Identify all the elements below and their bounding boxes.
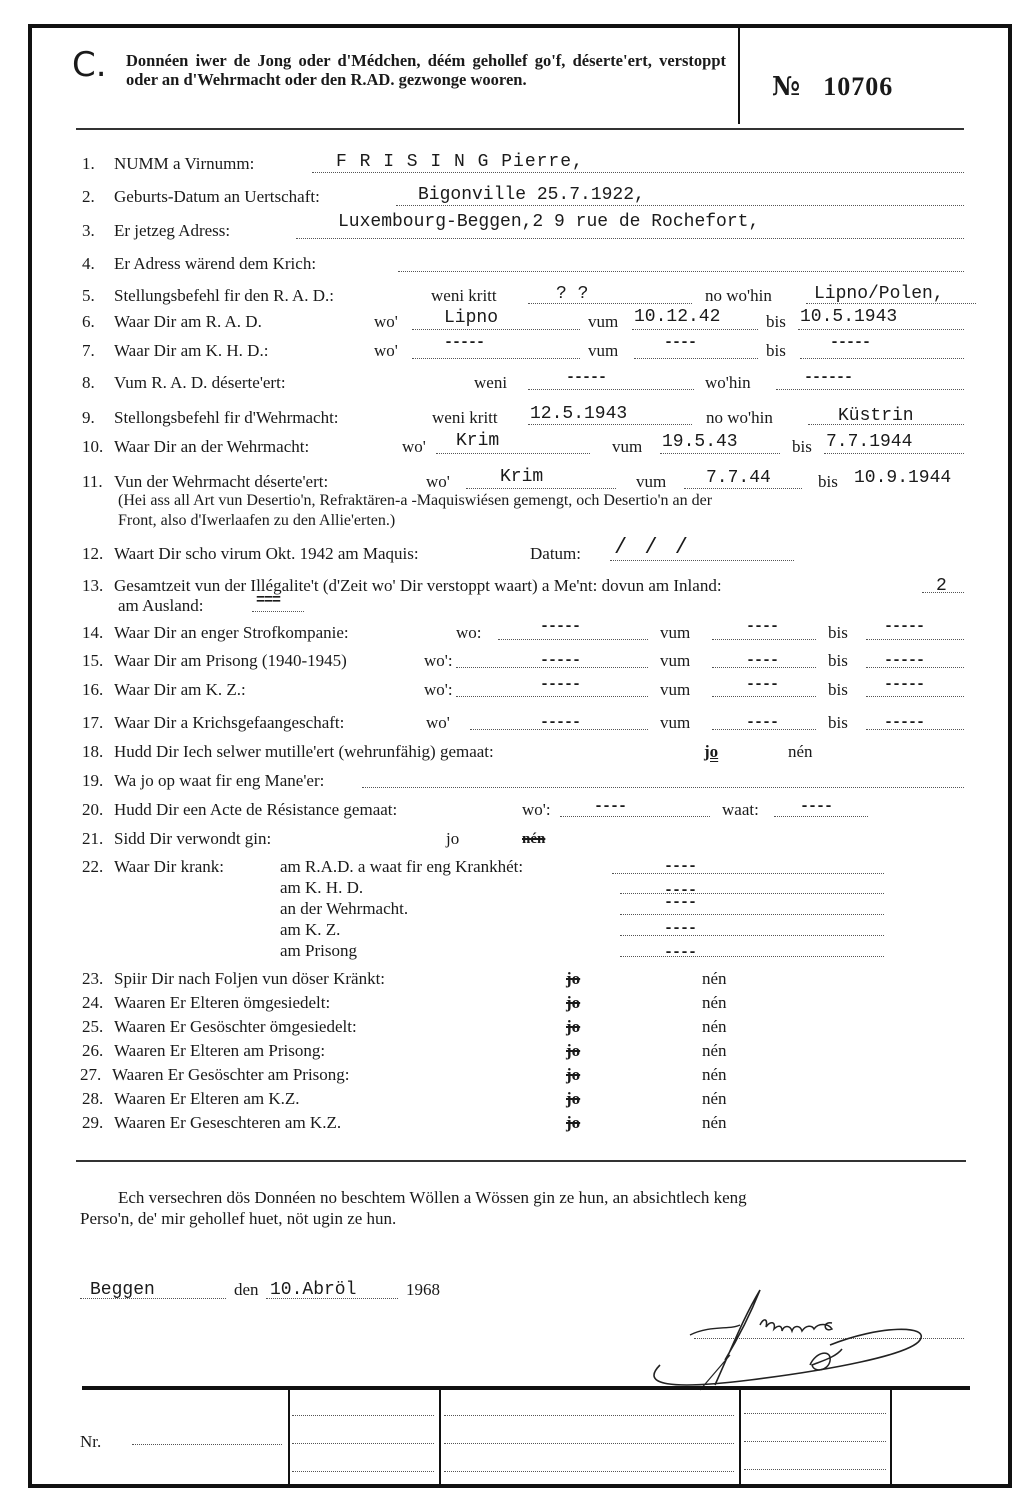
field-24: 24. Waaren Er Elteren ömgesiedelt:: [82, 993, 331, 1012]
field-self-mutilation: 18. Hudd Dir Iech selwer mutille'ert (wehrunfähig) gemaat:: [82, 742, 494, 761]
wehrmacht-where-line: [436, 453, 590, 454]
wehrmacht-to[interactable]: 7.7.1944: [826, 432, 913, 452]
field-pow: 17. Waar Dir a Krichsgefaangeschaft:: [82, 713, 345, 732]
khd-where-line: [412, 358, 580, 359]
field-kz: 16. Waar Dir am K. Z.:: [82, 680, 246, 699]
signature-year: 1968: [406, 1280, 440, 1299]
footer-cell-3-2[interactable]: [744, 1441, 886, 1442]
field-wounded: 21. Sidd Dir verwondt gin:: [82, 829, 272, 848]
penal-from[interactable]: ----: [746, 618, 779, 635]
self-mutilation-yes[interactable]: jo: [704, 742, 719, 761]
wehrmacht-where[interactable]: Krim: [456, 431, 500, 451]
field-25: 25. Waaren Er Gesöschter ömgesiedelt:: [82, 1017, 357, 1036]
resistance-where-line: [560, 816, 710, 817]
signature-icon: [630, 1285, 960, 1395]
section-letter: C.: [72, 45, 107, 85]
field-prison: 15. Waar Dir am Prisong (1940-1945): [82, 651, 347, 670]
wehrmacht-desertion-where-line: [466, 488, 616, 489]
q25-yes[interactable]: jo: [566, 1017, 581, 1036]
rad-desertion-when-line: [528, 389, 694, 390]
field-name-label: NUMM a Virnumm:: [114, 154, 255, 173]
field-birth-line: [396, 205, 964, 206]
q25-no[interactable]: nén: [702, 1017, 727, 1036]
section-divider: [76, 1160, 966, 1162]
resistance-where[interactable]: ----: [594, 798, 627, 815]
penal-to[interactable]: -----: [884, 618, 925, 635]
field-rad: 6. Waar Dir am R. A. D.: [82, 312, 262, 331]
field-rad-desertion: 8. Vum R. A. D. déserte'ert:: [82, 373, 286, 392]
rad-where[interactable]: Lipno: [444, 308, 499, 328]
self-mutilation-no[interactable]: nén: [788, 742, 813, 761]
footer-cell-2-2[interactable]: [444, 1443, 734, 1444]
wounded-yes[interactable]: jo: [446, 829, 460, 848]
footer-col-divider-3: [739, 1390, 741, 1486]
rad-order-when[interactable]: ? ?: [556, 284, 589, 304]
wehrmacht-to-line: [824, 453, 964, 454]
field-29: 29. Waaren Er Geseschteren am K.Z.: [82, 1113, 342, 1132]
field-name: 1. NUMM a Virnumm:: [82, 154, 255, 173]
q28-yes[interactable]: jo: [566, 1089, 581, 1108]
footer-cell-3-3[interactable]: [744, 1469, 886, 1470]
rad-to-line: [798, 329, 964, 330]
wehrmacht-desertion-where[interactable]: Krim: [500, 467, 544, 487]
footer-col-divider-2: [439, 1390, 441, 1486]
khd-to-line: [800, 358, 964, 359]
field-resistance: 20. Hudd Dir een Acte de Résistance gemaat:: [82, 800, 398, 819]
field-sick: 22. Waar Dir krank:: [82, 857, 225, 876]
field-address: 3. Er jetzeg Adress:: [82, 221, 231, 240]
rad-desertion-where-line: [776, 389, 964, 390]
footer-cell-2-3[interactable]: [444, 1471, 734, 1472]
desertion-note-line1: (Hei ass all Art vun Desertio'n, Refraktären-a -Maquiswiésen gemengt, och Desertio'n an der: [118, 492, 713, 509]
field-wehrmacht-desertion: 11. Vun der Wehrmacht déserte'ert:: [82, 472, 329, 491]
q23-yes[interactable]: jo: [566, 969, 581, 988]
rad-to[interactable]: 10.5.1943: [800, 307, 898, 327]
maquis-date[interactable]: / / /: [614, 535, 691, 560]
field-birth-value[interactable]: Bigonville 25.7.1922,: [418, 185, 645, 205]
field-name-line: [312, 172, 964, 173]
penal-where[interactable]: -----: [540, 618, 581, 635]
rad-order-when-line: [528, 303, 692, 304]
wehrmacht-desertion-from-line: [684, 488, 802, 489]
sick-khd[interactable]: ----: [664, 882, 697, 899]
sick-kz-line: [620, 935, 884, 936]
wehrmacht-desertion-to[interactable]: 10.9.1944: [854, 468, 952, 488]
pow-to[interactable]: -----: [884, 714, 925, 731]
kz-from[interactable]: ----: [746, 676, 779, 693]
footer-top-rule: [82, 1386, 970, 1390]
field-address-line: [296, 238, 964, 239]
footer-cell-1-1[interactable]: [292, 1415, 434, 1416]
field-khd: 7. Waar Dir am K. H. D.:: [82, 341, 269, 360]
footer-cell-3-1[interactable]: [744, 1413, 886, 1414]
field-name-value[interactable]: F R I S I N G Pierre,: [336, 152, 584, 172]
rad-from-line: [632, 329, 758, 330]
q26-no[interactable]: nén: [702, 1041, 727, 1060]
rad-where-line: [412, 329, 580, 330]
rad-desertion-where[interactable]: ------: [804, 369, 853, 386]
sick-rad[interactable]: ----: [664, 858, 697, 875]
penal-where-line: [498, 639, 648, 640]
kz-where[interactable]: -----: [540, 676, 581, 693]
sick-rad-line: [612, 873, 884, 874]
prison-from[interactable]: ----: [746, 652, 779, 669]
resistance-what-line: [774, 816, 868, 817]
declaration-line1: Ech versechren dös Donnéen no beschtem Wöllen a Wössen gin ze hun, an absichtlech keng: [118, 1188, 747, 1207]
resistance-what[interactable]: ----: [800, 798, 833, 815]
wehrmacht-order-when-line: [528, 424, 692, 425]
field-manner: 19. Wa jo op waat fir eng Mane'er:: [82, 771, 325, 790]
wehrmacht-order-when[interactable]: 12.5.1943: [530, 404, 628, 424]
field-27: 27. Waaren Er Gesöschter am Prisong:: [80, 1065, 350, 1084]
maquis-date-line: [610, 560, 794, 561]
q27-no[interactable]: nén: [702, 1065, 727, 1084]
pow-where[interactable]: -----: [540, 714, 581, 731]
field-26: 26. Waaren Er Elteren am Prisong:: [82, 1041, 326, 1060]
field-penal-company: 14. Waar Dir an enger Strofkompanie:: [82, 623, 349, 642]
field-address-value[interactable]: Luxembourg-Beggen,2 9 rue de Rochefort,: [338, 212, 760, 232]
field-rad-order: 5. Stellungsbefehl fir den R. A. D.:: [82, 286, 335, 305]
sick-prison-line: [620, 956, 884, 957]
footer-col-divider-1: [288, 1390, 290, 1486]
sick-kz[interactable]: ----: [664, 920, 697, 937]
rad-order-where[interactable]: Lipno/Polen,: [814, 284, 944, 304]
field-war-address: 4. Er Adress wärend dem Krich:: [82, 254, 317, 273]
q29-no[interactable]: nén: [702, 1113, 727, 1132]
abroad-line: [252, 611, 304, 612]
numero-sign-icon: №: [772, 72, 802, 102]
penal-from-line: [712, 639, 816, 640]
kz-to[interactable]: -----: [884, 676, 925, 693]
pow-from[interactable]: ----: [746, 714, 779, 731]
q26-yes[interactable]: jo: [566, 1041, 581, 1060]
footer-cell-1-2[interactable]: [292, 1443, 434, 1444]
prison-where[interactable]: -----: [540, 652, 581, 669]
footer-nr-line[interactable]: [132, 1444, 282, 1445]
q28-no[interactable]: nén: [702, 1089, 727, 1108]
footer-cell-2-1[interactable]: [444, 1415, 734, 1416]
field-maquis: 12. Waart Dir scho virum Okt. 1942 am Maquis:: [82, 544, 419, 563]
field-wehrmacht-order: 9. Stellongsbefehl fir d'Wehrmacht:: [82, 408, 339, 427]
field-war-address-line[interactable]: [398, 271, 964, 272]
wehrmacht-desertion-from[interactable]: 7.7.44: [706, 468, 771, 488]
signature-place[interactable]: Beggen: [90, 1280, 155, 1300]
field-28: 28. Waaren Er Elteren am K.Z.: [82, 1089, 300, 1108]
sick-wehrmacht-line: [620, 914, 884, 915]
q27-yes[interactable]: jo: [566, 1065, 581, 1084]
form-number: [772, 72, 893, 102]
footer-cell-1-3[interactable]: [292, 1471, 434, 1472]
kz-to-line: [866, 696, 964, 697]
footer-col-divider-4: [890, 1390, 892, 1486]
q23-no[interactable]: nén: [702, 969, 727, 988]
form-number-value: 10706: [823, 72, 894, 101]
q29-yes[interactable]: jo: [566, 1113, 581, 1132]
sick-khd-line: [620, 893, 884, 894]
wehrmacht-from-line: [660, 453, 780, 454]
rad-from[interactable]: 10.12.42: [634, 307, 721, 327]
sick-prison[interactable]: ----: [664, 944, 697, 961]
prison-to[interactable]: -----: [884, 652, 925, 669]
q24-no[interactable]: nén: [702, 993, 727, 1012]
kz-from-line: [712, 696, 816, 697]
wehrmacht-from[interactable]: 19.5.43: [662, 432, 738, 452]
desertion-note-line2: Front, also d'Iwerlaafen zu den Allie'erten.): [118, 512, 396, 529]
khd-from[interactable]: ----: [664, 334, 697, 351]
manner-line[interactable]: [362, 787, 964, 788]
declaration-line2: Perso'n, de' mir gehollef huet, nöt ugin ze hun.: [80, 1209, 397, 1228]
kz-where-line: [456, 696, 648, 697]
sick-wehrmacht[interactable]: ----: [664, 894, 697, 911]
wounded-no[interactable]: nén: [522, 831, 546, 847]
field-illegality: 13. Gesamtzeit vun der Illégalite't (d'Zeit wo' Dir verstoppt waart) a Me'nt: dovun am Inland:: [82, 576, 722, 595]
footer-nr-label: Nr.: [80, 1432, 102, 1451]
field-23: 23. Spiir Dir nach Foljen vun döser Kränkt:: [82, 969, 386, 988]
abroad-months[interactable]: ===: [256, 592, 281, 609]
header-rule: [76, 128, 964, 130]
khd-where[interactable]: -----: [444, 334, 485, 351]
form-title: Donnéen iwer de Jong oder d'Médchen, déém gehollef go'f, déserte'ert, verstoppt oder an d'Wehrmacht oder den R.AD. gezwonge wooren.: [126, 51, 726, 89]
rad-desertion-when[interactable]: -----: [566, 369, 607, 386]
inland-months[interactable]: 2: [936, 576, 947, 596]
penal-to-line: [866, 639, 964, 640]
signature-date[interactable]: 10.Abröl: [270, 1280, 357, 1300]
khd-to[interactable]: -----: [830, 334, 871, 351]
khd-from-line: [634, 358, 758, 359]
q24-yes[interactable]: jo: [566, 993, 581, 1012]
field-birth: 2. Geburts-Datum an Uertschaft:: [82, 187, 320, 206]
field-wehrmacht: 10. Waar Dir an der Wehrmacht:: [82, 437, 310, 456]
wehrmacht-order-where[interactable]: Küstrin: [838, 406, 914, 426]
header-divider: [738, 28, 740, 124]
